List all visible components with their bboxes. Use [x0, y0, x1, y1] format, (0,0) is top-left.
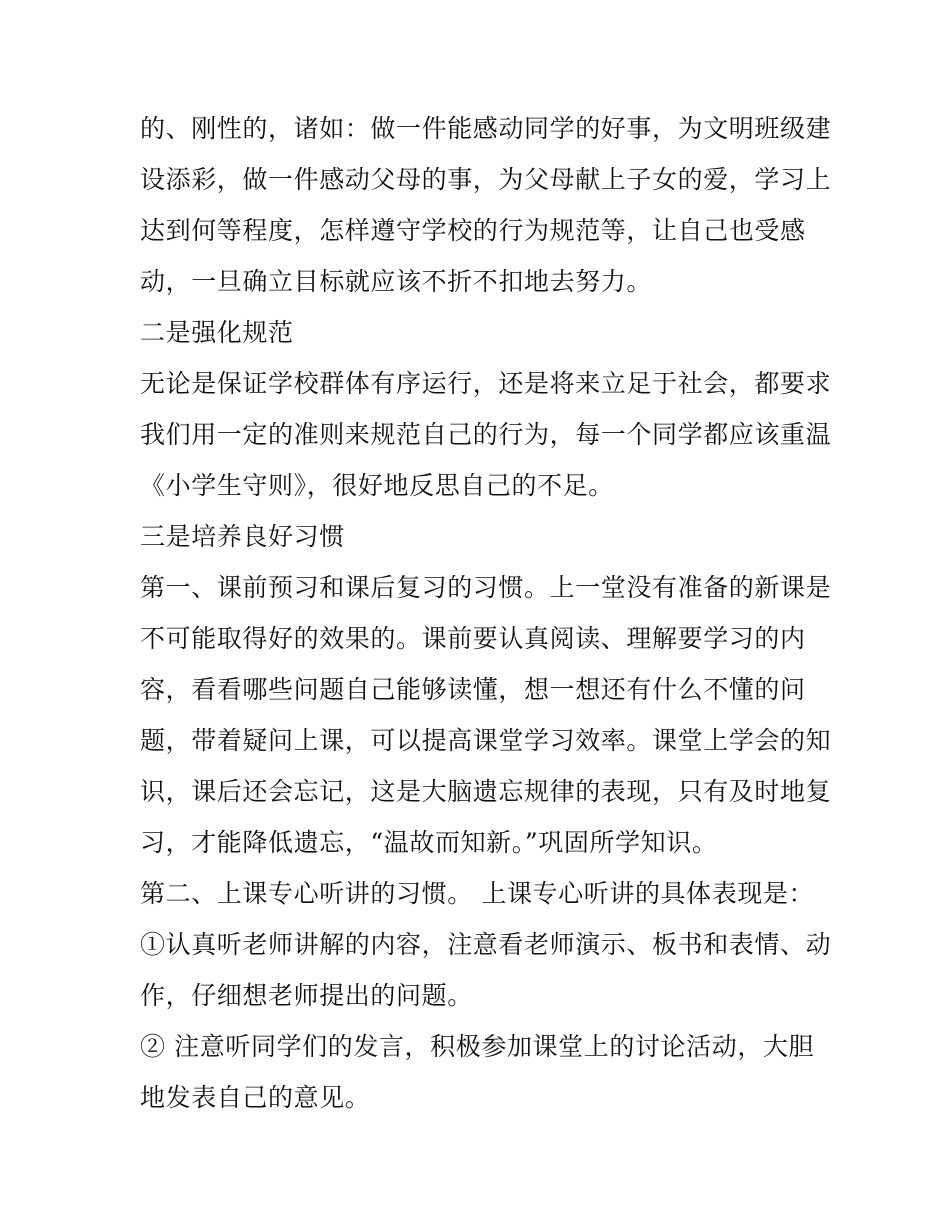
text-line: 作，仔细想老师提出的问题。	[140, 981, 473, 1010]
paragraph-attentive-listening-intro	[140, 868, 820, 919]
text-line: 我们用一定的准则来规范自己的行为，每一个同学都应该重温	[140, 420, 832, 449]
list-item-1	[140, 919, 832, 1021]
text-line: 题，带着疑问上课，可以提高课堂学习效率。课堂上学会的知	[140, 726, 832, 755]
text-line: 动，一旦确立目标就应该不折不扣地去努力。	[140, 267, 653, 296]
text-line: 达到何等程度，怎样遵守学校的行为规范等，让自己也受感	[140, 216, 806, 245]
text-line: 第二、上课专心听讲的习惯。 上课专心听讲的具体表现是：	[140, 879, 815, 908]
text-line: 第一、课前预习和课后复习的习惯。上一堂没有准备的新课是	[140, 573, 832, 602]
text-line: 无论是保证学校群体有序运行，还是将来立足于社会，都要求	[140, 369, 832, 398]
text-line: ①认真听老师讲解的内容，注意看老师演示、板书和表情、动	[140, 930, 832, 959]
paragraph-preview-review	[140, 562, 832, 868]
text-line: 《小学生守则》，很好地反思自己的不足。	[140, 471, 614, 500]
paragraph-norms	[140, 358, 832, 511]
heading-line: 二是强化规范	[140, 318, 294, 347]
text-line: 容，看看哪些问题自己能够读懂，想一想还有什么不懂的问	[140, 675, 806, 704]
list-item-2	[140, 1021, 820, 1123]
text-line: 不可能取得好的效果的。课前要认真阅读、理解要学习的内	[140, 624, 806, 653]
text-line: 习，才能降低遗忘，“温故而知新。”巩固所学知识。	[140, 828, 718, 857]
text-line: ② 注意听同学们的发言，积极参加课堂上的讨论活动，大胆	[140, 1032, 815, 1061]
heading-line: 三是培养良好习惯	[140, 522, 345, 551]
text-line: 地发表自己的意见。	[140, 1083, 371, 1112]
text-line: 设添彩，做一件感动父母的事，为父母献上子女的爱，学习上	[140, 165, 832, 194]
text-line: 的、刚性的，诸如：做一件能感动同学的好事，为文明班级建	[140, 114, 832, 143]
paragraph-goal-examples	[140, 103, 832, 307]
section-heading-good-habits	[140, 511, 820, 562]
section-heading-strengthen-norms	[140, 307, 820, 358]
text-line: 识，课后还会忘记，这是大脑遗忘规律的表现，只有及时地复	[140, 777, 832, 806]
document-body	[140, 103, 832, 1123]
